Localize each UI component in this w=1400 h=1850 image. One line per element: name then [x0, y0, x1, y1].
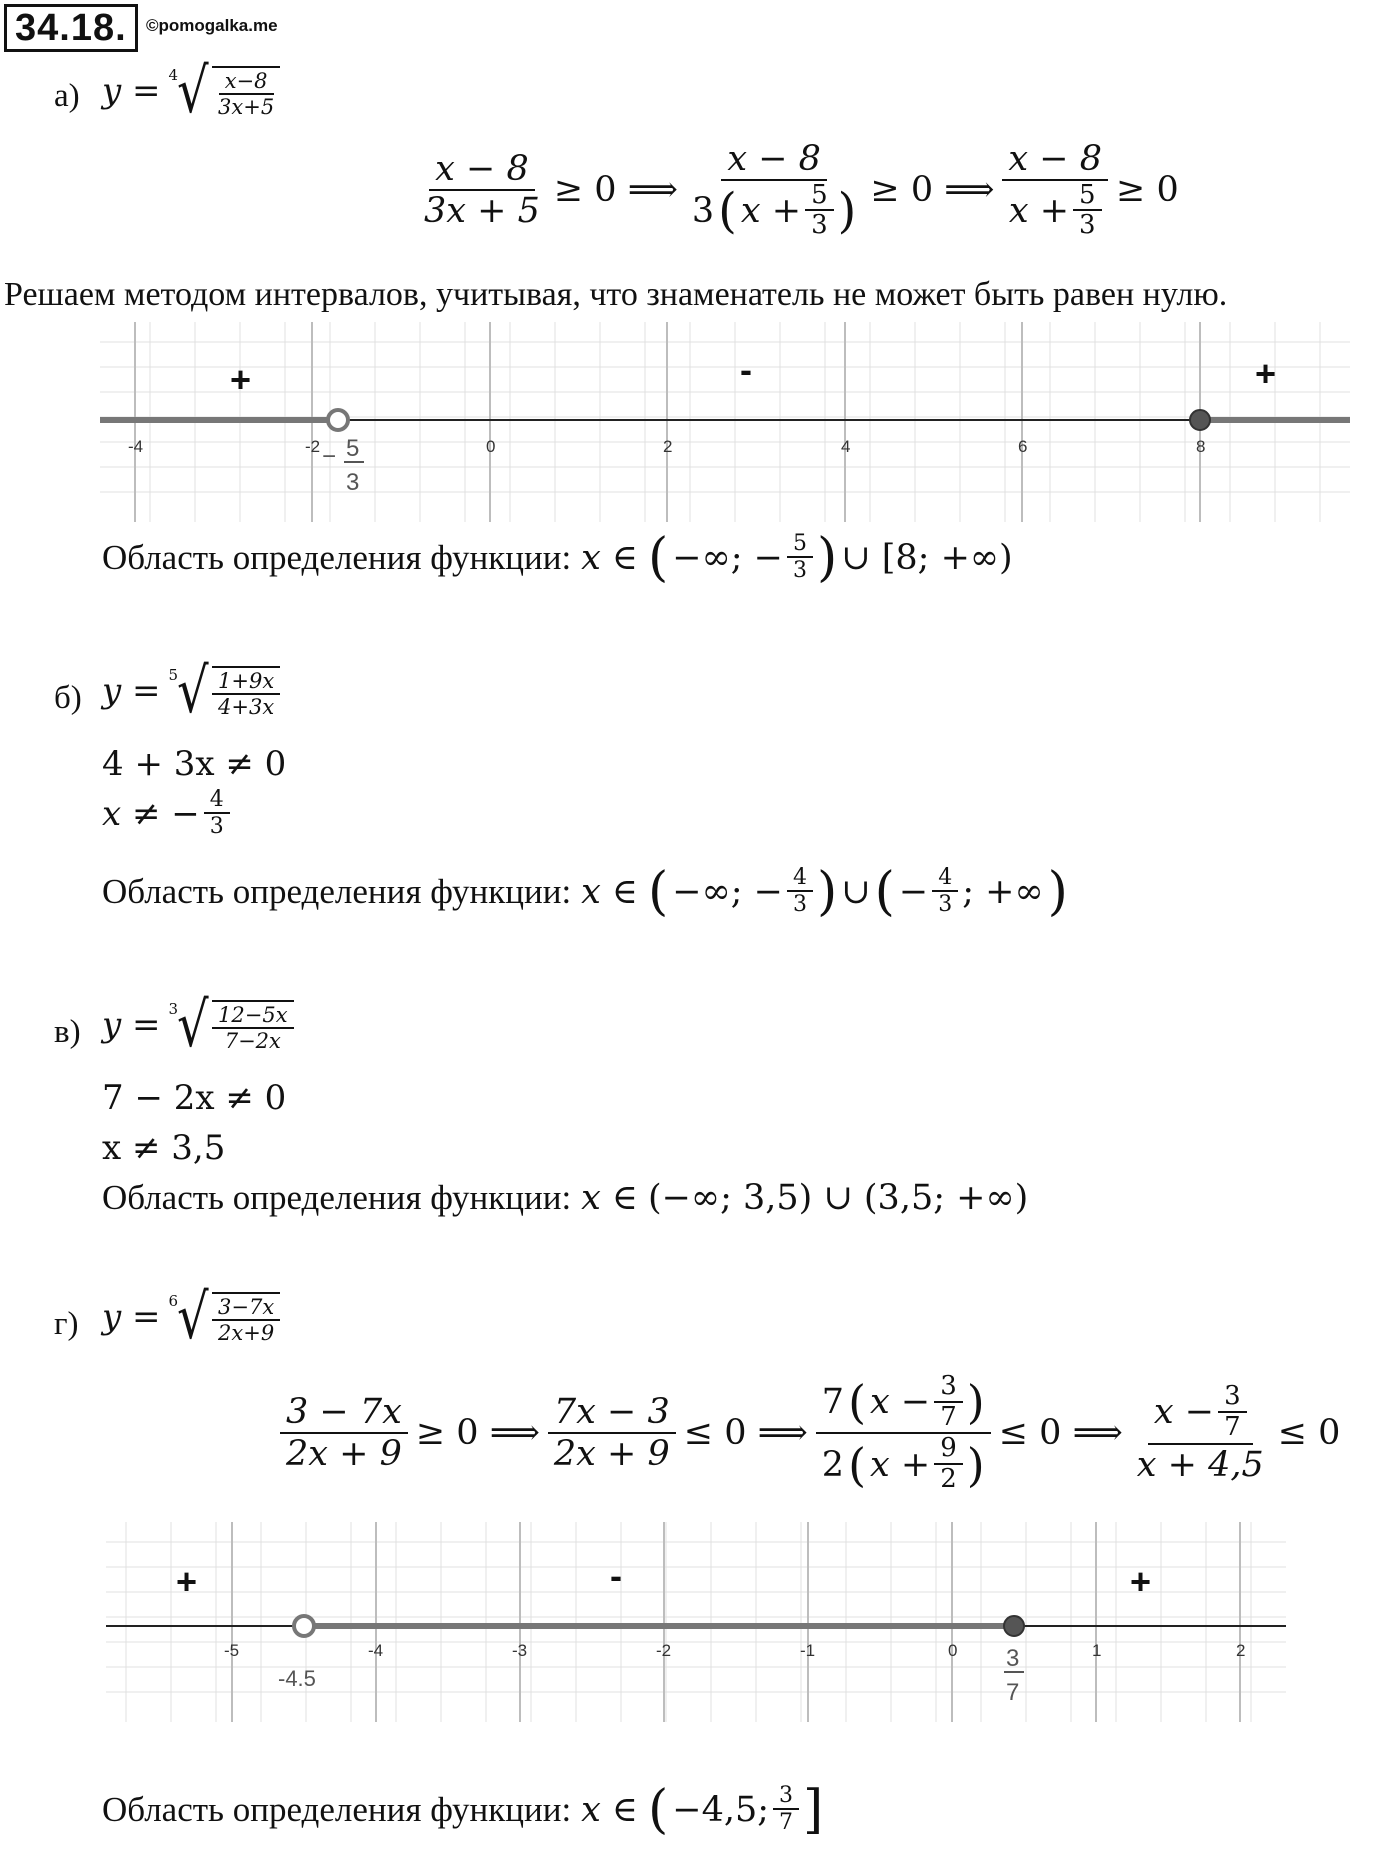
part-v-function: y = 3 √ $\frac{12-5x}{7-2x}$: [102, 994, 294, 1056]
part-b-answer-prefix: Область определения функции:: [102, 872, 572, 911]
part-b-answer-f1-num: 4: [787, 866, 813, 892]
part-b-function: y = 5 √ $\frac{1+9x}{4+3x}$: [102, 660, 280, 722]
part-g-closed-point: [1004, 1616, 1024, 1636]
part-v-answer-xin: x ∈: [581, 1178, 638, 1218]
part-g-tick-label: -3: [512, 1641, 528, 1660]
part-g-f3-num-fd: 7: [940, 1401, 957, 1432]
part-g-open-point: [294, 1616, 314, 1636]
part-b-rad-den: 4+3x: [218, 695, 275, 720]
part-a-f3-den-x: x +: [1008, 190, 1070, 231]
part-b-line2-num: 4: [204, 788, 230, 814]
part-g-f3-num-pre: 7: [821, 1381, 845, 1422]
part-a-f2-num: x − 8: [721, 140, 827, 181]
part-b-answer-mid: −: [898, 872, 929, 912]
part-a-tick-label: 0: [486, 437, 496, 456]
part-v-rad-den: 7−2x: [224, 1029, 281, 1054]
part-b-answer-f2-den: 3: [938, 892, 953, 918]
part-g-f3-den-pre: 2: [821, 1444, 845, 1485]
part-a-rad-num: x−8: [219, 70, 274, 95]
part-b-line2-den: 3: [209, 814, 224, 840]
part-a-tick-label: 4: [841, 437, 851, 456]
part-g-f3-den-fd: 2: [940, 1464, 957, 1495]
part-a-f2-den-x: x +: [740, 190, 802, 231]
part-g-f4-den: x + 4,5: [1136, 1444, 1264, 1485]
part-v-root-index: 3: [168, 1000, 179, 1018]
part-a-tick-label: -4: [128, 437, 144, 456]
part-b-answer: Область определения функции: x ∈ ( −∞; − $\frac{4}{3}$ ) ∪ ( − $\frac{4}{3}$ ; +∞ ): [102, 862, 1068, 922]
part-b-answer-f2-num: 4: [932, 866, 958, 892]
part-a-rad-den: 3x+5: [218, 95, 275, 120]
part-g-rel3: ≤ 0 ⟹: [998, 1413, 1123, 1454]
part-b-answer-f1-den: 3: [792, 892, 807, 918]
part-a-rel2: ≥ 0 ⟹: [870, 170, 995, 211]
part-b-rad-num: 1+9x: [212, 670, 280, 695]
part-g-tick-label: -5: [224, 1641, 240, 1660]
part-a-y: y =: [102, 71, 161, 111]
part-g-number-line: [106, 1522, 1286, 1722]
part-b-answer-union: ∪: [841, 872, 871, 912]
part-v-y: y =: [102, 1005, 161, 1045]
part-b-answer-right: ; +∞: [962, 872, 1044, 912]
part-g-inequality-chain: $\frac{3 - 7x}{2x + 9}$ ≥ 0 ⟹ $\frac{7x - 3}{2x + 9}$ ≤ 0 ⟹ 7 ( x − $\frac{3}{7}$ ) 2 ( x + $\frac{9}{2}$ ) ≤ 0 ⟹ x − $\frac{3}{7}$ x + 4,5 ≤ 0: [280, 1372, 1340, 1495]
part-a-number-line: [100, 322, 1350, 522]
part-a-answer-prefix: Область определения функции:: [102, 538, 572, 577]
part-g-sign-plus-right: +: [1130, 1561, 1152, 1602]
part-a-sign-plus-right: +: [1255, 353, 1277, 394]
part-a-f1-den: 3x + 5: [424, 190, 540, 231]
part-g-tick-label: -2: [656, 1641, 672, 1660]
part-g-tick-label: -1: [800, 1641, 816, 1660]
part-g-label: г): [54, 1306, 79, 1342]
part-a-f3-den-fden: 3: [1079, 210, 1096, 241]
part-g-open-label: -4.5: [278, 1666, 316, 1691]
part-a-answer-right: ∪ [8; +∞): [841, 538, 1013, 578]
part-b-line2: [102, 788, 230, 839]
part-a-rel3: ≥ 0: [1116, 170, 1179, 211]
part-a-answer: Область определения функции: x ∈ ( −∞; − $\frac{5}{3}$ ) ∪ [8; +∞): [102, 528, 1013, 588]
part-g-f2-den: 2x + 9: [553, 1433, 670, 1474]
part-v-answer-value: (−∞; 3,5) ∪ (3,5; +∞): [647, 1178, 1029, 1218]
part-g-rel4: ≤ 0: [1277, 1413, 1341, 1454]
part-g-y: y =: [102, 1297, 161, 1337]
part-g-f1-num: 3 − 7x: [280, 1393, 408, 1434]
part-g-f4-num-fn: 3: [1218, 1382, 1247, 1413]
part-a-open-label-num: 5: [346, 435, 360, 462]
part-a-f2-den-pre: 3: [691, 190, 715, 231]
part-g-answer-num: 3: [773, 1784, 799, 1810]
part-g-tick-label: 0: [948, 1641, 958, 1660]
part-g-f3-den-x: x +: [870, 1444, 931, 1485]
part-g-f2-num: 7x − 3: [548, 1393, 676, 1434]
part-a-open-label-den: 3: [346, 469, 360, 496]
part-g-tick-label: -4: [368, 1641, 384, 1660]
part-g-rad-num: 3−7x: [212, 1296, 280, 1321]
part-g-function: y = 6 √ $\frac{3-7x}{2x+9}$: [102, 1286, 280, 1348]
watermark: ©pomogalka.me: [146, 16, 278, 35]
part-a-tick-label: 2: [663, 437, 673, 456]
part-v-line2: x ≠ 3,5: [102, 1128, 226, 1168]
part-a-rel1: ≥ 0 ⟹: [553, 170, 678, 211]
part-g-sign-plus-left: +: [176, 1561, 198, 1602]
part-a-answer-num: 5: [787, 532, 813, 558]
part-v-line1: 7 − 2x ≠ 0: [102, 1078, 287, 1118]
part-g-sign-minus: -: [610, 1555, 622, 1596]
part-a-sign-plus-left: +: [230, 359, 252, 400]
part-b-line1: 4 + 3x ≠ 0: [102, 744, 287, 784]
part-g-f3-num-x: x −: [870, 1381, 931, 1422]
part-a-tick-label: 8: [1196, 437, 1206, 456]
part-b-root-index: 5: [168, 666, 179, 684]
part-g-rel1: ≥ 0 ⟹: [415, 1413, 540, 1454]
part-a-open-label-minus: −: [322, 443, 337, 470]
problem-number: 34.18.: [4, 4, 138, 52]
part-a-open-point: [328, 410, 348, 430]
part-v-answer-prefix: Область определения функции:: [102, 1178, 572, 1217]
part-a-tick-label: -2: [305, 437, 321, 456]
part-a-f1-num: x − 8: [429, 150, 535, 191]
part-a-f3-num: x − 8: [1002, 140, 1108, 181]
part-a-radical: 4 √ $\frac{x-8}{3x+5}$: [169, 60, 281, 122]
part-g-answer: Область определения функции: x ∈ ( −4,5; $\frac{3}{7}$ ]: [102, 1780, 824, 1840]
part-g-f4-num-x: x −: [1153, 1392, 1215, 1433]
part-a-answer-den: 3: [792, 558, 807, 584]
part-a-f2-inner-den: 3: [811, 210, 828, 241]
part-b-y: y =: [102, 671, 161, 711]
part-b-answer-xin: x ∈: [581, 872, 638, 912]
part-b-answer-left: −∞; −: [672, 872, 783, 912]
part-g-tick-label: 2: [1236, 1641, 1246, 1660]
part-g-closed-label-den: 7: [1006, 1679, 1020, 1706]
part-g-f3-num-fn: 3: [934, 1372, 963, 1403]
part-g-answer-xin: x ∈: [581, 1790, 638, 1830]
part-a-answer-left: −∞; −: [672, 538, 783, 578]
part-g-f1-den: 2x + 9: [286, 1433, 402, 1474]
part-g-answer-den: 7: [779, 1810, 794, 1836]
part-b-label: б): [54, 680, 82, 716]
part-a-f2-inner-num: 5: [805, 181, 834, 212]
part-a-closed-point: [1190, 410, 1210, 430]
part-v-rad-num: 12−5x: [212, 1004, 294, 1029]
part-v-label: в): [54, 1014, 81, 1050]
part-g-rad-den: 2x+9: [218, 1321, 275, 1346]
part-g-closed-label-num: 3: [1006, 1645, 1020, 1672]
part-g-answer-left: −4,5;: [672, 1790, 770, 1830]
part-g-answer-prefix: Область определения функции:: [102, 1790, 572, 1829]
part-g-f4-num-fd: 7: [1224, 1411, 1241, 1442]
part-b-line2-pre: x ≠ −: [102, 793, 200, 834]
part-a-tick-label: 6: [1018, 437, 1028, 456]
part-a-label: а): [54, 78, 80, 114]
part-a-answer-xin: x ∈: [581, 538, 638, 578]
part-g-rel2: ≤ 0 ⟹: [683, 1413, 808, 1454]
method-explanation: Решаем методом интервалов, учитывая, что знаменатель не может быть равен нулю.: [4, 276, 1228, 313]
part-a-function: [102, 54, 280, 127]
part-a-inequality-chain: $\frac{x - 8}{3x + 5}$ ≥ 0 ⟹ x − 8 3 ( x + $\frac{5}{3}$ ) ≥ 0 ⟹ x − 8 x + $\frac{5}{3}$ ≥ 0: [418, 140, 1179, 241]
part-a-root-index: 4: [168, 66, 179, 84]
part-g-tick-label: 1: [1092, 1641, 1102, 1660]
part-v-answer: [102, 1178, 1028, 1218]
part-g-f3-den-fn: 9: [934, 1434, 963, 1465]
part-a-sign-minus: -: [740, 349, 752, 390]
part-a-f3-den-fnum: 5: [1073, 181, 1102, 212]
part-g-root-index: 6: [168, 1292, 179, 1310]
